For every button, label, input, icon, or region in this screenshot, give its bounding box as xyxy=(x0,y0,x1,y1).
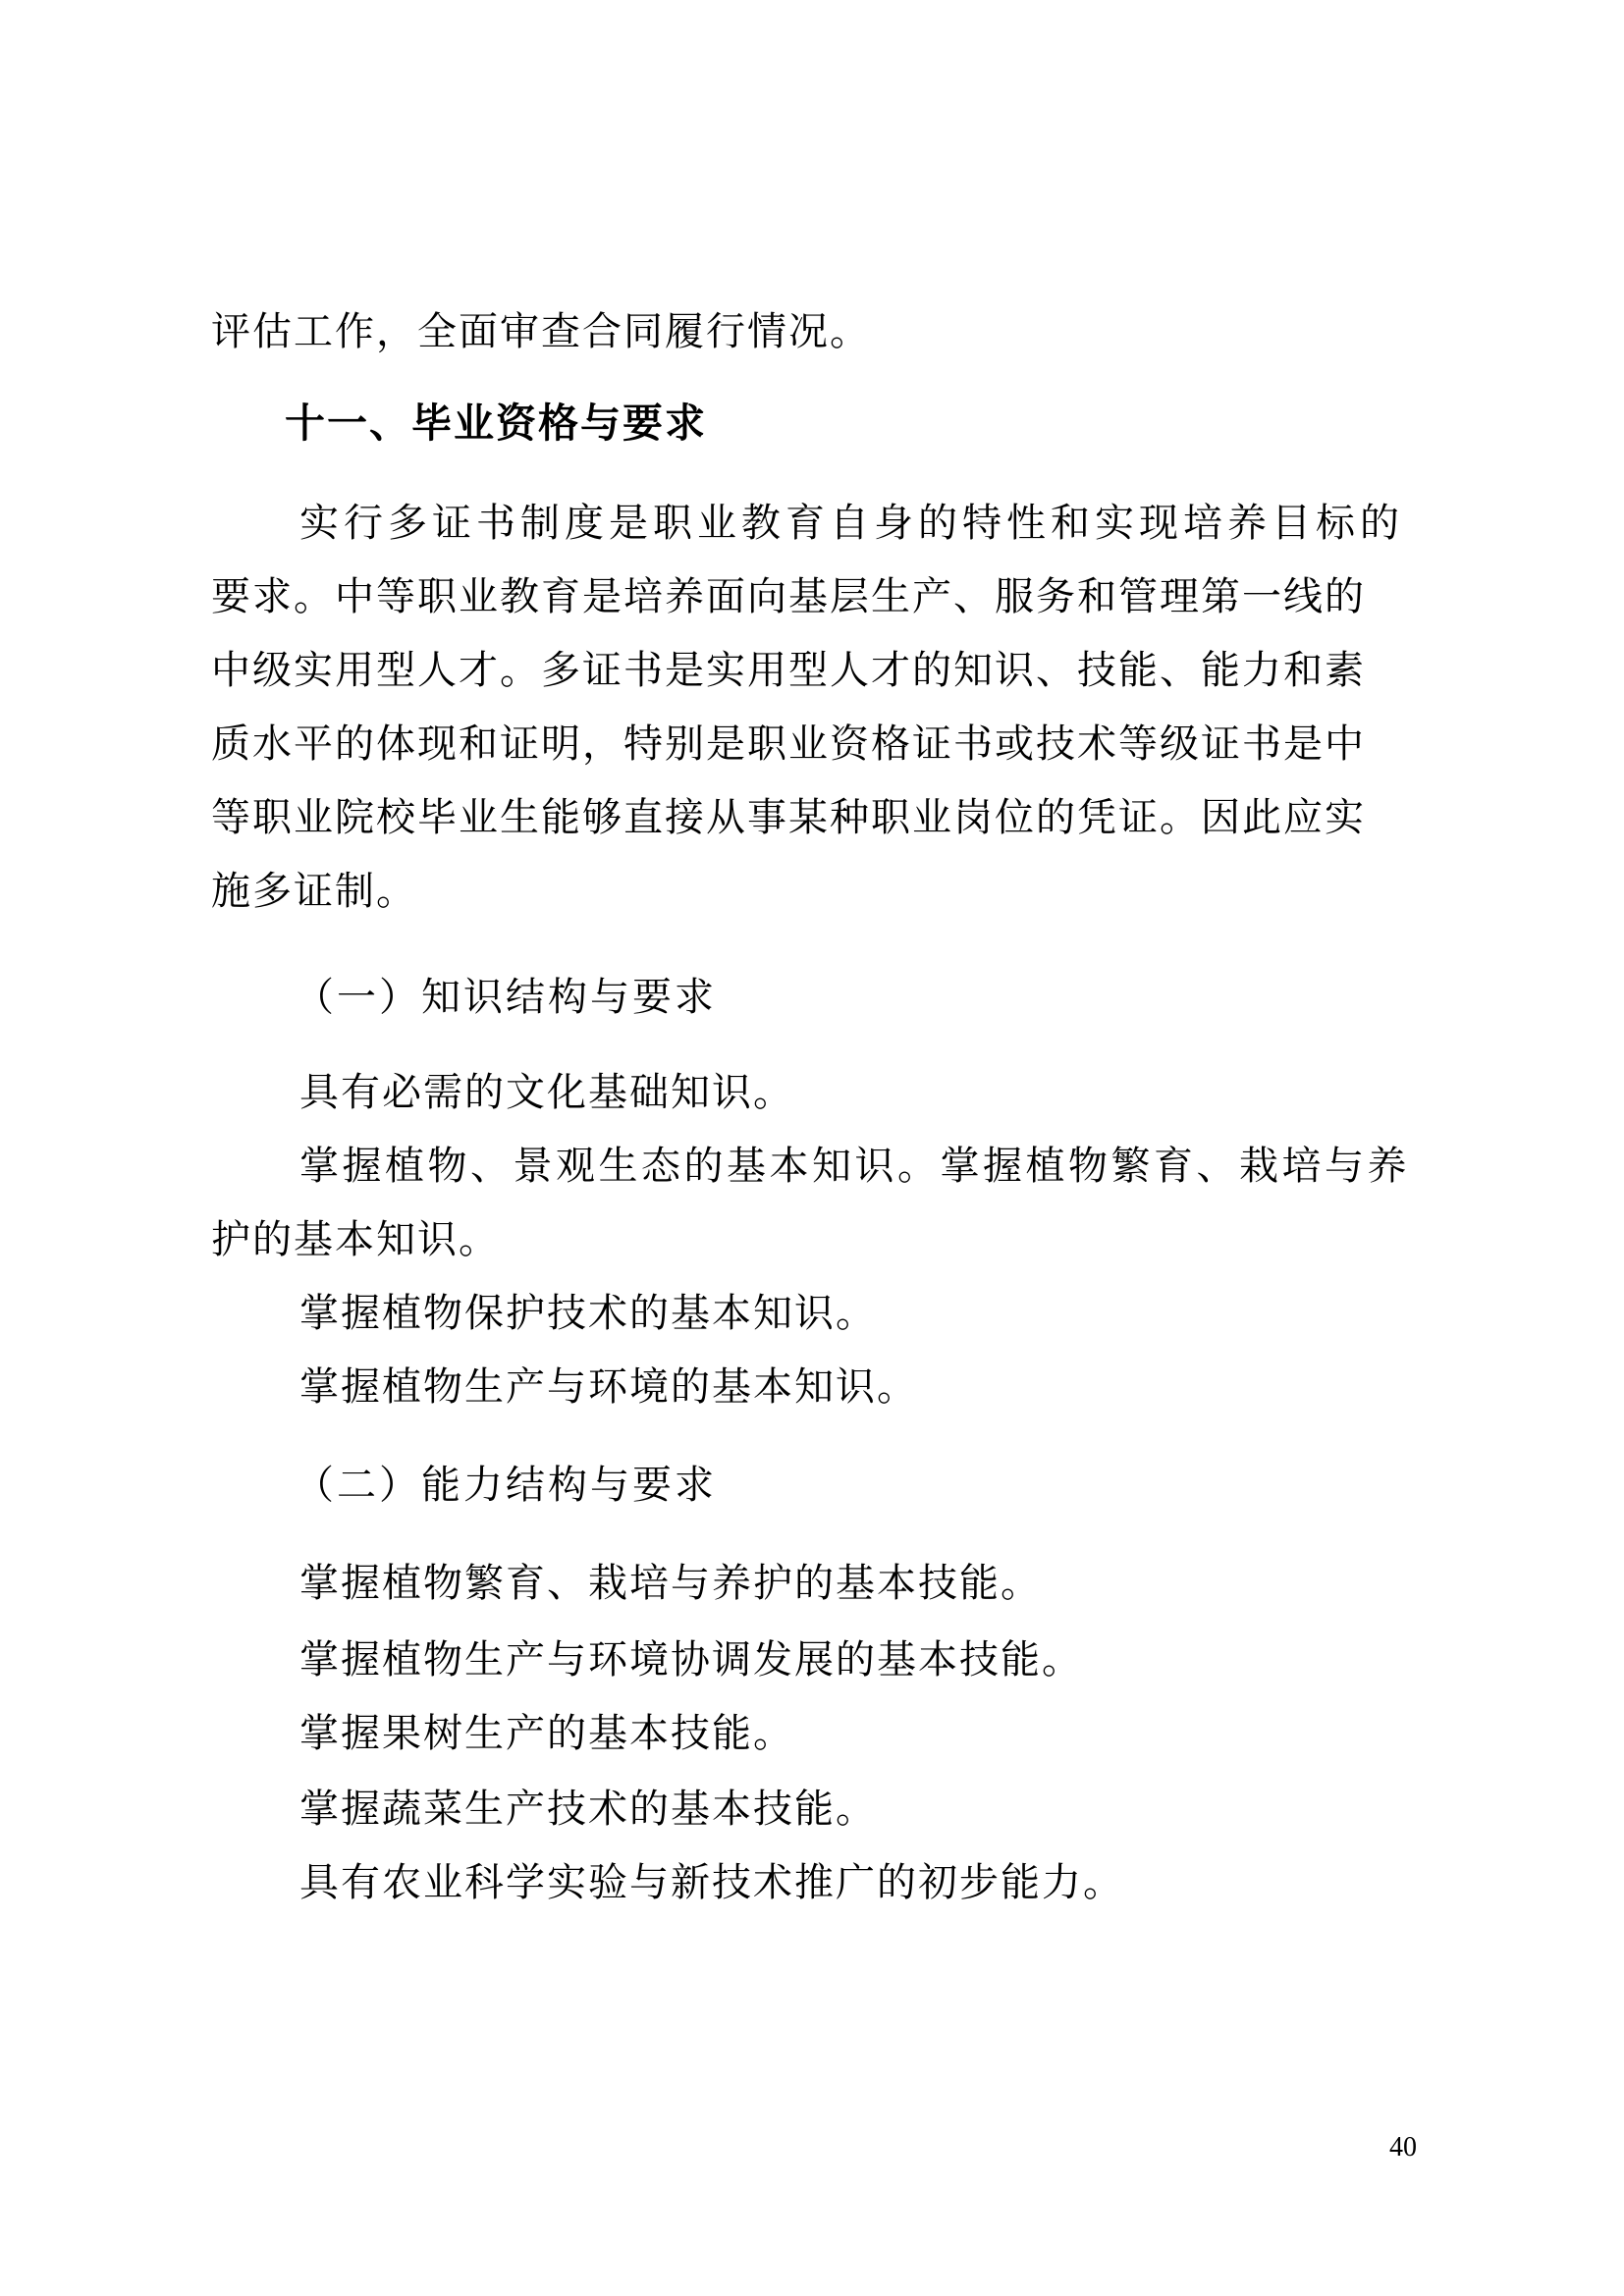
paragraph-line: 等职业院校毕业生能够直接从事某种职业岗位的凭证。因此应实 xyxy=(211,795,1366,839)
paragraph-line: 要求。中等职业教育是培养面向基层生产、服务和管理第一线的 xyxy=(211,574,1366,618)
paragraph-line: 掌握果树生产的基本技能。 xyxy=(299,1711,794,1755)
paragraph-line: 质水平的体现和证明，特别是职业资格证书或技术等级证书是中 xyxy=(211,721,1366,766)
paragraph-line: 具有必需的文化基础知识。 xyxy=(299,1070,794,1114)
section-heading: 十一、毕业资格与要求 xyxy=(285,400,707,446)
paragraph-line: 掌握植物生产与环境的基本知识。 xyxy=(299,1364,918,1409)
paragraph-line: 中级实用型人才。多证书是实用型人才的知识、技能、能力和素 xyxy=(211,648,1366,692)
paragraph-line: 掌握蔬菜生产技术的基本技能。 xyxy=(299,1787,877,1831)
paragraph-line: 掌握植物保护技术的基本知识。 xyxy=(299,1291,877,1335)
paragraph-line: 掌握植物生产与环境协调发展的基本技能。 xyxy=(299,1637,1083,1682)
paragraph-continuation-line: 评估工作，全面审查合同履行情况。 xyxy=(211,309,871,353)
paragraph-line: 实行多证书制度是职业教育自身的特性和实现培养目标的 xyxy=(299,501,1404,545)
paragraph-line: 护的基本知识。 xyxy=(211,1217,500,1261)
paragraph-line: 掌握植物繁育、栽培与养护的基本技能。 xyxy=(299,1561,1042,1605)
paragraph-line: 具有农业科学实验与新技术推广的初步能力。 xyxy=(299,1860,1124,1904)
subsection-heading: （一）知识结构与要求 xyxy=(295,975,717,1019)
page-number: 40 xyxy=(1389,2132,1417,2163)
paragraph-line: 施多证制。 xyxy=(211,869,417,913)
paragraph-line: 掌握植物、景观生态的基本知识。掌握植物繁育、栽培与养 xyxy=(299,1144,1410,1188)
subsection-heading: （二）能力结构与要求 xyxy=(295,1463,717,1507)
